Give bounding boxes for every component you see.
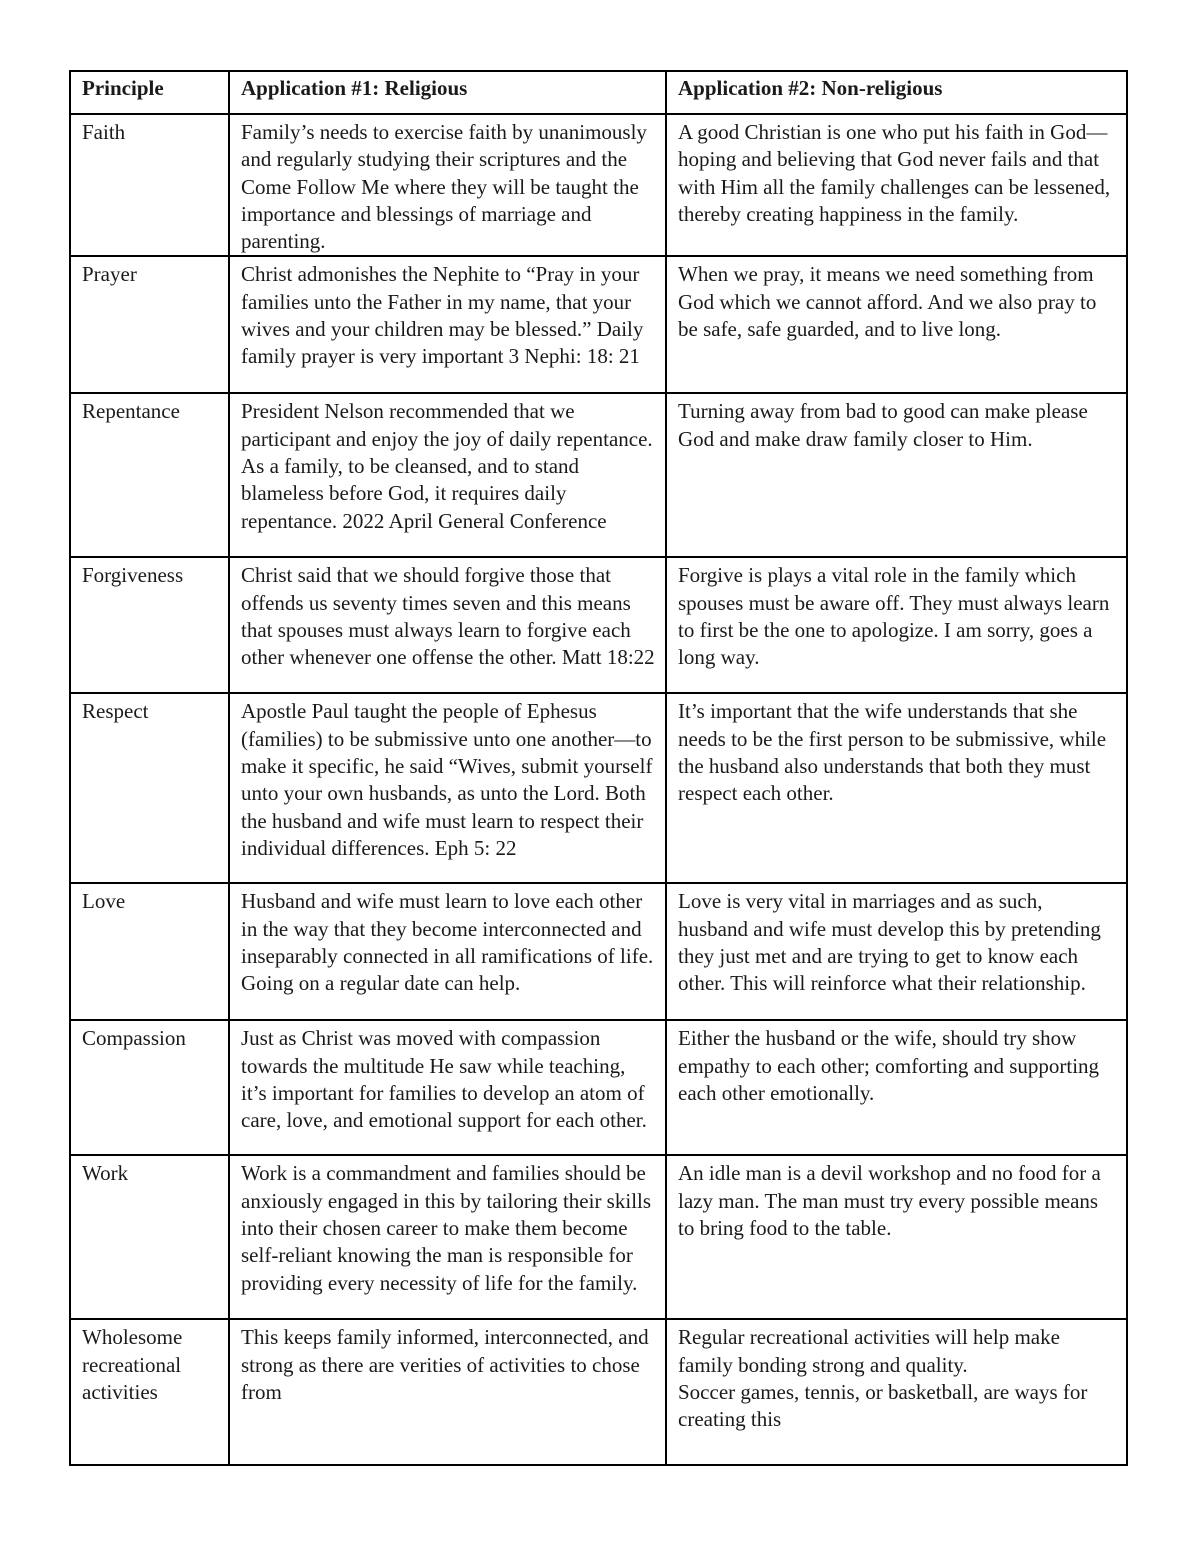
religious-cell: Family’s needs to exercise faith by unanimously and regularly studying their scriptures and the Come Follow Me where they will be taught the importance and blessings of marriage and parenting. [229,114,666,256]
religious-cell: President Nelson recommended that we participant and enjoy the joy of daily repentance. As a family, to be cleansed, and to stand blameless before God, it requires daily repentance. 2022 April General Conference [229,393,666,557]
non-religious-cell: Love is very vital in marriages and as such, husband and wife must develop this by pretending they just met and are trying to get to know each other. This will reinforce what their relationship. [666,883,1127,1020]
header-non-religious: Application #2: Non-religious [666,71,1127,114]
religious-cell: Husband and wife must learn to love each other in the way that they become interconnected and inseparably connected in all ramifications of life. Going on a regular date can help. [229,883,666,1020]
principle-cell: Compassion [70,1020,229,1155]
table-row [70,557,1127,693]
non-religious-cell: An idle man is a devil workshop and no food for a lazy man. The man must try every possible means to bring food to the table. [666,1155,1127,1319]
principle-cell: Love [70,883,229,1020]
non-religious-cell: When we pray, it means we need something from God which we cannot afford. And we also pray to be safe, safe guarded, and to live long. [666,256,1127,393]
principle-cell: Prayer [70,256,229,393]
table-row [70,1020,1127,1155]
religious-cell: Apostle Paul taught the people of Ephesus (families) to be submissive unto one another—to make it specific, he said “Wives, submit yourself unto your own husbands, as unto the Lord. Both the husband and wife must learn to respect their individual differences. Eph 5: 22 [229,693,666,883]
principle-cell: Repentance [70,393,229,557]
religious-cell: Work is a commandment and families should be anxiously engaged in this by tailoring their skills into their chosen career to make them become self-reliant knowing the man is responsible for providing every necessity of life for the family. [229,1155,666,1319]
table-row [70,883,1127,1020]
non-religious-cell: Either the husband or the wife, should try show empathy to each other; comforting and supporting each other emotionally. [666,1020,1127,1155]
header-principle: Principle [70,71,229,114]
table-row [70,693,1127,883]
non-religious-cell: It’s important that the wife understands that she needs to be the first person to be submissive, while the husband also understands that both they must respect each other. [666,693,1127,883]
table-row [70,114,1127,256]
principle-cell: Forgiveness [70,557,229,693]
header-row [70,71,1127,114]
religious-cell: Just as Christ was moved with compassion towards the multitude He saw while teaching, it’s important for families to develop an atom of care, love, and emotional support for each other. [229,1020,666,1155]
non-religious-line: Soccer games, tennis, or basketball, are ways for creating this [678,1380,1088,1432]
religious-cell: Christ said that we should forgive those that offends us seventy times seven and this means that spouses must always learn to forgive each other whenever one offense the other. Matt 18:22 [229,557,666,693]
principle-cell: Wholesome recreational activities [70,1319,229,1465]
principle-cell: Respect [70,693,229,883]
non-religious-cell: A good Christian is one who put his faith in God—hoping and believing that God never fails and that with Him all the family challenges can be lessened, thereby creating happiness in the family. [666,114,1127,256]
table-row [70,1319,1127,1465]
table-row [70,393,1127,557]
religious-cell: Christ admonishes the Nephite to “Pray in your families unto the Father in my name, that your wives and your children may be blessed.” Daily family prayer is very important 3 Nephi: 18: 21 [229,256,666,393]
principles-table [69,70,1128,1466]
table-row [70,256,1127,393]
non-religious-line: Regular recreational activities will help make family bonding strong and quality. [678,1325,1060,1377]
non-religious-cell [666,1319,1127,1465]
principle-cell: Faith [70,114,229,256]
non-religious-cell: Forgive is plays a vital role in the family which spouses must be aware off. They must always learn to first be the one to apologize. I am sorry, goes a long way. [666,557,1127,693]
principle-cell: Work [70,1155,229,1319]
header-religious: Application #1: Religious [229,71,666,114]
religious-cell: This keeps family informed, interconnected, and strong as there are verities of activities to chose from [229,1319,666,1465]
table-row [70,1155,1127,1319]
non-religious-cell: Turning away from bad to good can make please God and make draw family closer to Him. [666,393,1127,557]
